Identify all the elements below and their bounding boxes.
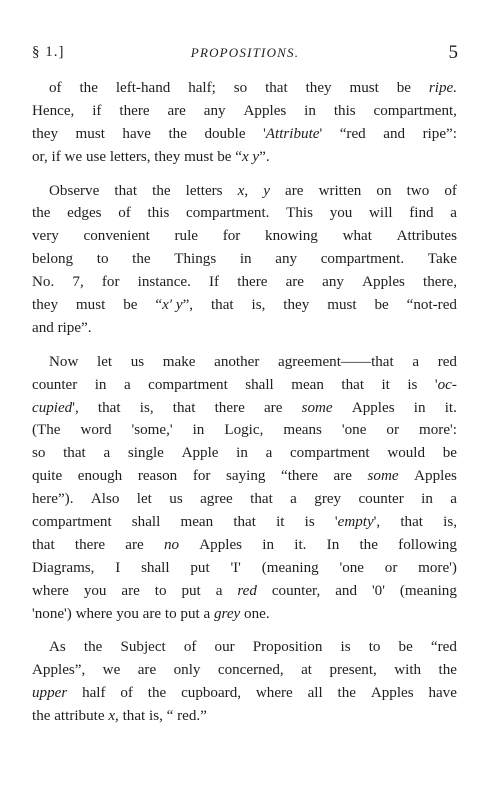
word: letters, (109, 148, 151, 165)
word: single (127, 445, 164, 462)
word: convenient (83, 228, 150, 245)
text-line (32, 465, 457, 488)
word: shall (141, 559, 170, 576)
word: there (237, 274, 268, 291)
word: that (341, 376, 365, 393)
word: be (217, 148, 232, 165)
word: you (329, 205, 353, 222)
word: agree (200, 491, 233, 508)
word: the (83, 639, 103, 656)
word: Logic, (224, 422, 264, 439)
word: reason (137, 468, 178, 485)
word: (The (32, 422, 61, 439)
word: No. (32, 274, 55, 291)
italic-text: x, (108, 708, 119, 725)
text-line (32, 77, 457, 100)
text-line (32, 636, 457, 659)
word: Hence, (32, 102, 75, 119)
text-line (32, 659, 457, 682)
word: is, (149, 708, 163, 725)
word: 'some,' (131, 422, 173, 439)
word: If (209, 274, 220, 291)
word: counter (358, 491, 404, 508)
text-line (32, 225, 457, 248)
word: “red (339, 125, 366, 142)
word: agreement——that (278, 353, 394, 370)
word: compartment. (186, 205, 270, 222)
word: it (381, 376, 390, 393)
word: In (326, 536, 340, 553)
word: the (147, 685, 167, 702)
word: that (122, 708, 146, 725)
word: I (115, 559, 121, 576)
word: “there (281, 468, 318, 485)
word: Diagrams, (32, 559, 95, 576)
word: counter, (271, 582, 321, 599)
word: all (307, 685, 323, 702)
word: only (173, 662, 201, 679)
word: in (262, 536, 275, 553)
word: the (32, 708, 51, 725)
word: is (407, 376, 418, 393)
word: '0' (371, 582, 385, 599)
word: Also (90, 491, 120, 508)
text-line (32, 557, 457, 580)
word: to (368, 639, 381, 656)
word: very (32, 228, 59, 245)
word: they (32, 125, 58, 142)
word: the (337, 685, 356, 702)
word: Now (49, 353, 79, 370)
word: the (359, 536, 378, 553)
word: find (409, 205, 434, 222)
word: shall (245, 376, 274, 393)
word: are (333, 468, 352, 485)
word: and (335, 582, 357, 599)
word: Apples (199, 536, 243, 553)
word: a (215, 582, 223, 599)
word (429, 77, 457, 100)
word: (meaning (261, 559, 319, 576)
word: in (239, 251, 252, 268)
word: you (116, 605, 139, 622)
word: is (340, 639, 351, 656)
text-line (32, 351, 457, 374)
word: 'one (341, 422, 367, 439)
word: “x y”. (235, 148, 270, 165)
word: have (122, 125, 151, 142)
word: let (136, 491, 152, 508)
word: written (318, 182, 362, 199)
paragraph (32, 180, 457, 340)
word: any (275, 251, 298, 268)
word: belong (32, 251, 74, 268)
word: cupboard, (181, 685, 242, 702)
text-line (32, 442, 457, 465)
word: of (118, 205, 131, 222)
word: As (49, 639, 66, 656)
word: and (383, 125, 406, 142)
word: “ (166, 708, 174, 725)
word: attribute (54, 708, 105, 725)
word: present, (329, 662, 377, 679)
word (108, 705, 118, 728)
word: at (301, 662, 313, 679)
word: red (437, 353, 457, 370)
word: the (438, 662, 457, 679)
word: for (101, 274, 120, 291)
word: red.” (177, 708, 207, 725)
body-text (32, 77, 457, 739)
word: that (114, 182, 138, 199)
word: any (322, 274, 344, 291)
word: 'I' (230, 559, 241, 576)
word: cupied', (32, 399, 79, 416)
word: of (183, 639, 197, 656)
word: that (32, 536, 55, 553)
word: in (192, 422, 205, 439)
italic-text: Attribute (265, 125, 320, 142)
word: are (285, 274, 305, 291)
word: that (265, 80, 288, 96)
text-line (32, 146, 457, 169)
word: where (32, 582, 69, 599)
word: us (169, 491, 183, 508)
word: must (75, 297, 106, 314)
word: (meaning (399, 582, 457, 599)
word: the (168, 125, 187, 142)
word: 'none') (32, 605, 72, 622)
word: would (387, 445, 426, 462)
word: rule (174, 228, 198, 245)
word: are (263, 399, 283, 416)
word: that (233, 514, 256, 531)
word: what (342, 228, 372, 245)
word: of (49, 80, 62, 96)
word: saying (226, 468, 266, 485)
word: this (147, 205, 170, 222)
word: that (63, 445, 86, 462)
text-line (32, 682, 457, 705)
word: is (304, 514, 315, 531)
word: and (32, 319, 54, 336)
word: must (327, 297, 357, 314)
word: to (96, 251, 109, 268)
word: that (172, 399, 196, 416)
word: double (204, 125, 246, 142)
word: to (154, 582, 167, 599)
word: Take (427, 251, 457, 268)
word: enough (77, 468, 123, 485)
word: of (444, 182, 457, 199)
word: left-hand (115, 80, 171, 96)
word: a (203, 605, 211, 622)
word: Apples”, (32, 662, 86, 679)
italic-text: x, (237, 182, 249, 199)
paragraph (32, 636, 457, 728)
italic-text: grey (213, 605, 241, 622)
word: you (83, 582, 107, 599)
word: make (162, 353, 196, 370)
word (214, 603, 240, 626)
word: Proposition (252, 639, 323, 656)
text-line (32, 580, 457, 603)
text-line (32, 294, 457, 317)
word: they (32, 297, 58, 314)
word: they (305, 80, 332, 96)
word: that (250, 491, 273, 508)
word: it (276, 514, 285, 531)
word: in (304, 102, 316, 119)
italic-text: y (263, 182, 270, 199)
word: be (398, 639, 413, 656)
word: there (119, 102, 150, 119)
word: a (450, 491, 457, 508)
word: the (132, 251, 151, 268)
italic-text: x y (241, 148, 260, 165)
word: concerned, (217, 662, 284, 679)
word: a (103, 445, 111, 462)
word: be (374, 297, 389, 314)
word: here”). (32, 491, 74, 508)
word (263, 180, 270, 203)
text-line (32, 123, 457, 146)
word: mean (180, 514, 214, 531)
text-line (32, 100, 457, 123)
word: Attributes (396, 228, 457, 245)
paragraph (32, 77, 457, 169)
word: This (286, 205, 313, 222)
word: we (64, 148, 83, 165)
word: so (32, 445, 46, 462)
italic-text: no (163, 536, 180, 553)
word (237, 580, 257, 603)
word: for (192, 468, 211, 485)
word: grey (314, 491, 342, 508)
word: Apples (414, 468, 457, 485)
word: us (130, 353, 145, 370)
word: are (167, 102, 186, 119)
word: 'empty', (334, 514, 381, 531)
text-line (32, 317, 457, 340)
italic-text: some (367, 468, 399, 485)
italic-text: red (237, 582, 257, 599)
word: the (32, 205, 51, 222)
word: Observe (49, 182, 100, 199)
word: where (255, 685, 293, 702)
word: to (164, 605, 177, 622)
word: Apples (370, 685, 414, 702)
text-line (32, 511, 457, 534)
word: two (406, 182, 430, 199)
word: if (51, 148, 61, 165)
word: edges (67, 205, 102, 222)
word: a (290, 491, 297, 508)
word: is, (443, 514, 457, 531)
word: Apples (362, 274, 405, 291)
word: if (92, 102, 102, 119)
italic-text: some (301, 399, 333, 416)
word: it. (444, 399, 457, 416)
word: half (82, 685, 106, 702)
word: means (283, 422, 322, 439)
word: are (137, 662, 157, 679)
word: it. (294, 536, 307, 553)
word: is, (139, 399, 154, 416)
word: knowing (265, 228, 318, 245)
word: half; (188, 80, 216, 96)
word: must (349, 80, 379, 96)
word: this (333, 102, 356, 119)
running-title: PROPOSITIONS. (190, 45, 300, 60)
word: Apple (181, 445, 219, 462)
word: a (265, 445, 273, 462)
word: there (74, 536, 106, 553)
word: the (79, 80, 98, 96)
word: another (214, 353, 260, 370)
word: so (233, 80, 248, 96)
word: are (285, 182, 304, 199)
word: we (102, 662, 121, 679)
word: one. (244, 605, 270, 622)
word: must (184, 148, 214, 165)
text-line (32, 397, 457, 420)
word: are (142, 605, 162, 622)
word: shall (131, 514, 161, 531)
italic-text: cupied (32, 399, 73, 416)
word: more': (419, 422, 457, 439)
word (368, 465, 399, 488)
word: that (97, 399, 121, 416)
word: our (214, 639, 235, 656)
word: ripe”. (57, 319, 92, 336)
word: on (376, 182, 392, 199)
italic-text: x′ y (162, 297, 183, 314)
word (302, 397, 333, 420)
word: they (154, 148, 181, 165)
word (164, 534, 179, 557)
word: or (384, 559, 398, 576)
word: is, (251, 297, 266, 314)
page-number: 5 (448, 42, 458, 63)
word: “not-red (406, 297, 457, 314)
running-header (32, 44, 458, 66)
word: more') (418, 559, 457, 576)
word: are (121, 582, 140, 599)
word: Subject (120, 639, 166, 656)
word: there, (423, 274, 457, 291)
paragraph (32, 351, 457, 626)
word: instance. (137, 274, 191, 291)
text-line (32, 374, 457, 397)
word: the (152, 182, 171, 199)
word: for (222, 228, 241, 245)
word: have (428, 685, 457, 702)
text-line (32, 705, 457, 728)
word: compartment, (373, 102, 457, 119)
italic-text: oc- (437, 376, 457, 393)
word: compartment (289, 445, 370, 462)
word: in (413, 399, 426, 416)
word: quite (32, 468, 63, 485)
text-line (32, 248, 457, 271)
italic-text: upper (32, 685, 68, 702)
word: 'Attribute' (263, 125, 323, 142)
word: that (210, 297, 234, 314)
word: Things (174, 251, 217, 268)
word: 'one (339, 559, 364, 576)
word: 'oc- (434, 376, 457, 393)
italic-text: empty (337, 514, 374, 531)
text-line (32, 534, 457, 557)
text-line (32, 180, 457, 203)
word: use (85, 148, 107, 165)
word: be (396, 80, 411, 96)
text-line (32, 488, 457, 511)
word: counter (32, 376, 78, 393)
italic-text: ripe. (428, 80, 457, 96)
word: where (75, 605, 113, 622)
word: with (394, 662, 422, 679)
word: put (181, 582, 201, 599)
word: a (450, 205, 457, 222)
text-line (32, 419, 457, 442)
word (238, 180, 248, 203)
word: word (80, 422, 112, 439)
word: mean (291, 376, 324, 393)
text-line (32, 202, 457, 225)
word: a (412, 353, 420, 370)
section-marker: § 1.] (32, 44, 65, 60)
word: put (180, 605, 200, 622)
word: compartment (148, 376, 228, 393)
word: 7, (72, 274, 84, 291)
word (32, 682, 67, 705)
text-line (32, 271, 457, 294)
word: in (236, 445, 248, 462)
word: “red (430, 639, 457, 656)
word: or (386, 422, 399, 439)
word: must (75, 125, 105, 142)
word: there (214, 399, 245, 416)
word: compartment. (320, 251, 405, 268)
word: compartment (32, 514, 112, 531)
word: Apples (243, 102, 287, 119)
word: ripe”: (422, 125, 457, 142)
word: of (120, 685, 133, 702)
word: that (400, 514, 423, 531)
word: Apples (351, 399, 395, 416)
word: “x′ y”, (155, 297, 194, 314)
word: letters (185, 182, 223, 199)
word: in (421, 491, 433, 508)
word: be (442, 445, 457, 462)
text-line (32, 603, 457, 626)
word: be (123, 297, 138, 314)
word: in (94, 376, 107, 393)
word: any (203, 102, 226, 119)
word: are (125, 536, 144, 553)
word: put (190, 559, 210, 576)
word: will (369, 205, 393, 222)
word: following (398, 536, 457, 553)
word: they (283, 297, 310, 314)
word: let (97, 353, 113, 370)
word: or, (32, 148, 48, 165)
word: a (123, 376, 131, 393)
